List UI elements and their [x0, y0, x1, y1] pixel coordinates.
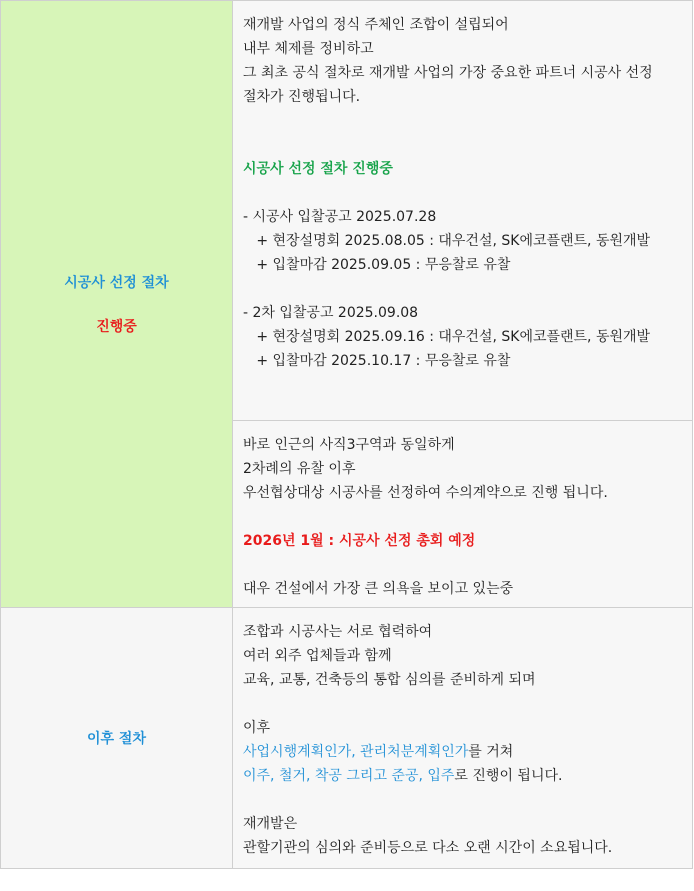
general-meeting-highlight: 2026년 1월 : 시공사 선정 총회 예정 [243, 533, 476, 549]
next-steps-title: 이후 절차 [87, 731, 146, 747]
construction-steps-highlight: 이주, 철거, 착공 그리고 준공, 입주 [243, 768, 455, 784]
next-intro-line: 조합과 시공사는 서로 협력하여 [243, 624, 433, 640]
contractor-selection-plan-cell [233, 421, 693, 608]
intro-line: 그 최초 공식 절차로 재개발 사업의 가장 중요한 파트너 시공사 선정 [243, 65, 653, 81]
next-steps-label-cell [1, 608, 233, 869]
approval-steps-highlight: 사업시행계획인가, 관리처분계획인가 [243, 744, 469, 760]
plan-line: 2차례의 유찰 이후 [243, 461, 356, 477]
next-steps-detail-cell [233, 608, 693, 869]
table-row [1, 1, 693, 421]
contractor-selection-detail-cell [233, 1, 693, 421]
round1-line: + 입찰마감 2025.09.05 : 무응찰로 유찰 [243, 257, 511, 273]
next-intro-line: 여러 외주 업체들과 함께 [243, 648, 392, 664]
plan-line: 우선협상대상 시공사를 선정하여 수의계약으로 진행 됩니다. [243, 485, 608, 501]
note-line: 대우 건설에서 가장 큰 의욕을 보이고 있는중 [243, 581, 514, 597]
outro-line: 관할기관의 심의와 준비등으로 다소 오랜 시간이 소요됩니다. [243, 840, 613, 856]
approval-line-suffix: 를 거쳐 [468, 744, 514, 760]
intro-line: 재개발 사업의 정식 주체인 조합이 설립되어 [243, 17, 509, 33]
round2-line: - 2차 입찰공고 2025.09.08 [243, 305, 419, 321]
intro-line: 내부 체제를 정비하고 [243, 41, 374, 57]
table-row [1, 608, 693, 869]
contractor-selection-label-cell [1, 1, 233, 608]
round1-line: + 현장설명회 2025.08.05 : 대우건설, SK에코플랜트, 동원개발 [243, 233, 651, 249]
plan-line: 바로 인근의 사직3구역과 동일하게 [243, 437, 455, 453]
round2-line: + 입찰마감 2025.10.17 : 무응찰로 유찰 [243, 353, 511, 369]
construction-line-suffix: 로 진행이 됩니다. [454, 768, 563, 784]
approval-line [243, 740, 682, 764]
intro-line: 절차가 진행됩니다. [243, 89, 361, 105]
progress-heading: 시공사 선정 절차 진행중 [243, 161, 393, 177]
status-badge: 진행중 [96, 319, 137, 335]
next-intro-line: 교육, 교통, 건축등의 통합 심의를 준비하게 되며 [243, 672, 536, 688]
outro-line: 재개발은 [243, 816, 298, 832]
contractor-selection-title: 시공사 선정 절차 [64, 275, 169, 291]
round2-line: + 현장설명회 2025.09.16 : 대우건설, SK에코플랜트, 동원개발 [243, 329, 651, 345]
after-label: 이후 [243, 720, 271, 736]
round1-line: - 시공사 입찰공고 2025.07.28 [243, 209, 437, 225]
construction-line [243, 764, 682, 788]
